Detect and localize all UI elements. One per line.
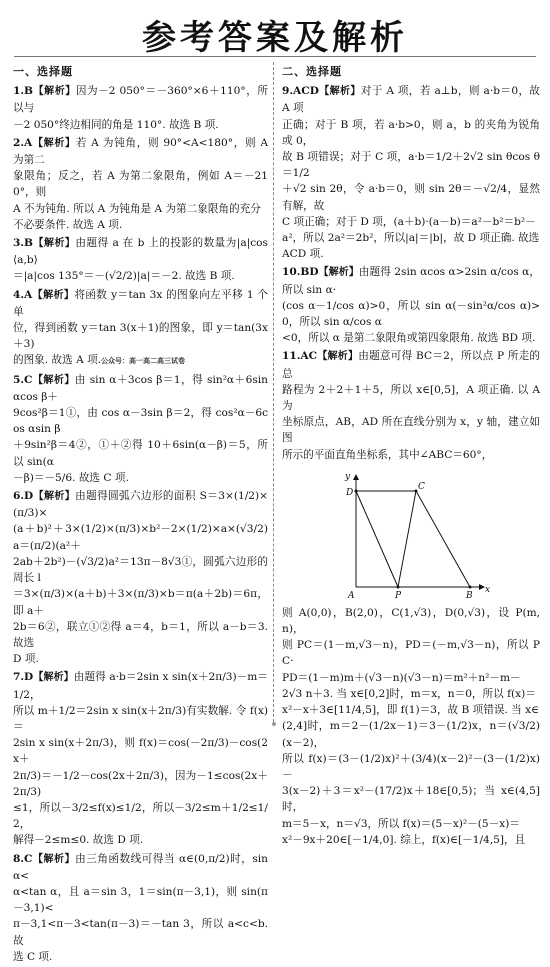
answer-number: 8.C: [13, 852, 33, 865]
answer-line: 若 A 为钝角，则 90°<A<180°，则 A 为第二: [13, 136, 269, 167]
answer-line: 则 A(0,0)，B(2,0)，C(1,√3)，D(0,√3)，设 P(m,n)，: [282, 606, 540, 636]
answer-line: 故 B 项错误；对于 C 项，a·b＝1/2＋2√2 sin θcos θ＝1/2: [282, 151, 540, 180]
answer-item-6: [13, 488, 268, 667]
label-x: x: [485, 584, 491, 595]
answer-number: 2.A: [13, 136, 33, 149]
label-p: P: [395, 590, 402, 601]
answer-line: 由题得圆弧六边形的面积 S＝3×(1/2)×(π/3)×: [13, 490, 269, 520]
answer-item-2: [13, 135, 268, 233]
analysis-tag: 【解析】: [32, 289, 75, 301]
answer-line: 对于 A 项，若 a⊥b，则 a·b＝0，故 A 项: [282, 85, 541, 115]
answer-line: 9cos²β＝1①，由 cos α－3sin β＝2，得 cos²α－6cos αsin β: [13, 407, 268, 436]
answer-line: 的图象. 故选 A 项.: [13, 354, 102, 367]
analysis-tag: 【解析】: [318, 86, 361, 98]
answer-line: 2b＝6②，联立①②得 a＝4，b＝1，所以 a－b＝3. 故选: [13, 620, 268, 649]
answer-line: ACD 项.: [282, 248, 324, 261]
answer-line: α<tan α，且 a＝sin 3，1＝sin(π－3,1)，则 sin(π－3,1)<: [13, 885, 268, 915]
answer-line: x²－x＋3∈[11/4,5]，即 f(1)＝3，故 B 项错误. 当 x∈: [282, 704, 539, 717]
answer-line: 2ab＋2b²)－(√3/2)a²＝13π－8√3①，圆弧六边形的周长 l: [13, 555, 268, 585]
answer-item-7: [13, 669, 268, 848]
point-d: [355, 489, 358, 492]
answer-line: 象限角；反之，若 A 为第二象限角，例如 A＝－210°，则: [13, 170, 268, 199]
answer-line: 解得－2≤m≤0. 故选 D 项.: [13, 834, 144, 847]
analysis-tag: 【解析】: [33, 86, 76, 98]
answer-item-3: [13, 235, 268, 285]
answer-line: ＋9sin²β＝4②，①＋②得 10＋6sin(α－β)＝5，所以 sin(α: [13, 439, 268, 468]
analysis-tag: 【解析】: [32, 137, 76, 149]
answer-line: －2 050°终边相同的角是 110°. 故选 B 项.: [13, 118, 219, 131]
label-y: y: [345, 471, 351, 482]
answer-item-11-continued: [282, 605, 540, 848]
answer-line: －β)＝－5/6. 故选 C 项.: [13, 471, 129, 484]
left-column: [13, 64, 268, 967]
answer-line: 不必要条件. 故选 A 项.: [13, 218, 123, 231]
answer-number: 11.AC: [282, 350, 318, 363]
answer-number: 9.ACD: [282, 85, 319, 98]
page-title: 参考答案及解析: [142, 18, 408, 58]
section-heading: 二、选择题: [282, 65, 342, 78]
analysis-tag: 【解析】: [318, 267, 359, 279]
analysis-tag: 【解析】: [32, 853, 76, 865]
answer-line: 将函数 y＝tan 3x 的图象向左平移 1 个单: [13, 288, 269, 318]
label-b: B: [466, 590, 473, 601]
answer-line: 由题得 a 在 b 上的投影的数量为|a|cos⟨a,b⟩: [13, 237, 268, 267]
answer-line: m＝5－x，n＝√3，所以 f(x)＝(5－x)²－(5－x)＝: [282, 817, 520, 830]
answer-number: 3.B: [13, 237, 34, 250]
answer-item-11: [282, 348, 540, 462]
segment-cb: [416, 491, 470, 587]
answer-line: ≤1，所以－3/2≤f(x)≤1/2，所以－3/2≤m＋1/2≤1/2，: [13, 801, 268, 831]
answer-line: 由三角函数线可得当 α∈(0,π/2)时，sin α<: [13, 852, 269, 882]
answer-item-1: [13, 83, 268, 133]
answer-line: π－3,1<π－3<tan(π－3)＝－tan 3，所以 a<c<b. 故: [13, 918, 268, 947]
answer-item-10: [282, 264, 540, 346]
answer-line: (2,4]时，m＝2－(1/2x－1)＝3－(1/2)x，n＝(√3/2)(x－2)，: [282, 720, 540, 749]
answer-line: 2√3 n＋3. 当 x∈[0,2]时，m＝x，n＝0，所以 f(x)＝: [282, 687, 536, 700]
answer-line: 由题得 2sin αcos α>2sin α/cos α，所以 sin α·: [282, 266, 540, 296]
answer-line: 所示的平面直角坐标系，其中∠ABC＝60°，: [282, 448, 493, 461]
answer-number: 7.D: [13, 671, 34, 684]
answer-line: a²，所以 2a²＝2b²，所以|a|＝|b|，故 D 项正确. 故选: [282, 232, 540, 245]
answer-line: 由 sin α＋3cos β＝1，得 sin²α＋6sin αcos β＋: [13, 373, 269, 403]
answer-line: 所以 m＋1/2＝2sin x sin(x＋2π/3)有实数解. 令 f(x)＝: [13, 704, 268, 733]
analysis-tag: 【解析】: [33, 491, 76, 503]
page-marker: [272, 722, 276, 726]
label-c: C: [418, 481, 425, 492]
answer-line: 选 C 项.: [13, 950, 53, 963]
segment-pc: [398, 491, 416, 587]
answer-line: 路程为 2＋2＋1＋5，所以 x∈[0,5]，A 项正确. 以 A 为: [282, 383, 540, 413]
answer-number: 10.BD: [282, 266, 319, 279]
analysis-tag: 【解析】: [317, 351, 359, 363]
answer-number: 1.B: [13, 85, 34, 98]
segment-dp: [356, 491, 398, 587]
answer-line: 所以 f(x)＝(3－(1/2)x)²＋(3/4)(x－2)²－(3－(1/2)x)－: [282, 752, 540, 781]
answer-item-9: [282, 83, 540, 262]
section-heading: 一、选择题: [13, 65, 73, 78]
analysis-tag: 【解析】: [33, 672, 74, 684]
title-rule: [14, 56, 536, 57]
answer-number: 4.A: [13, 288, 33, 301]
answer-line: 正确；对于 B 项，若 a·b>0，则 a，b 的夹角为锐角或 0，: [282, 118, 540, 147]
answer-line: (cos α－1/cos α)>0，所以 sin α(－sin²α/cos α)>0，所以 sin α/cos α: [282, 299, 540, 329]
answer-line: 由题得 a·b＝2sin x sin(x＋2π/3)－m＝1/2，: [13, 671, 269, 701]
coordinate-figure: [344, 469, 494, 599]
answer-line: 由题意可得 BC＝2，所以点 P 所走的总: [282, 350, 541, 380]
label-d: D: [346, 487, 354, 498]
answer-line: 2sin x sin(x＋2π/3)，则 f(x)＝cos(－2π/3)－cos(2x＋: [13, 737, 268, 766]
column-divider: [273, 62, 274, 722]
answer-line: (a＋b)²＋3×(1/2)×(π/3)×b²－2×(1/2)×a×(√3/2)a＝(π/2)(a²＋: [13, 523, 268, 552]
answer-line: 3(x－2)＋3＝x²－(17/2)x＋18∈[0,5)；当 x∈(4,5]时，: [282, 785, 540, 814]
answer-line: x²－9x＋20∈[－1/4,0]. 综上，f(x)∈[－1/4,5]，且: [282, 833, 526, 846]
answer-item-8: [13, 851, 268, 965]
answer-line: A 不为钝角. 所以 A 为钝角是 A 为第二象限角的充分: [13, 202, 261, 215]
answer-number: 6.D: [13, 490, 34, 503]
answer-line: PD＝(1－m)m＋(√3－n)(√3－n)＝m²＋n²－m－: [282, 671, 521, 684]
answer-line: D 项.: [13, 653, 39, 666]
analysis-tag: 【解析】: [32, 374, 75, 386]
answer-item-5: [13, 372, 268, 486]
answer-line: ＋√2 sin 2θ，令 a·b＝0，则 sin 2θ＝－√2/4，显然有解，故: [282, 183, 540, 212]
analysis-tag: 【解析】: [33, 238, 76, 250]
right-column: [282, 64, 540, 850]
answer-line: ＝|a|cos 135°＝－(√2/2)|a|＝－2. 故选 B 项.: [13, 270, 235, 283]
answer-line: 则 PC＝(1－m,√3－n)，PD＝(－m,√3－n)，所以 PC·: [282, 639, 540, 668]
answer-item-4: [13, 287, 268, 370]
answer-line: 因为－2 050°＝－360°×6＋110°，所以与: [13, 85, 268, 115]
answer-number: 5.C: [13, 373, 33, 386]
answer-line: <0，所以 α 是第二象限角或第四象限角. 故选 BD 项.: [282, 332, 536, 345]
answer-line: 2π/3)＝－1/2－cos(2x＋2π/3)，因为－1≤cos(2x＋2π/3): [13, 769, 268, 798]
answer-line: 坐标原点，AB，AD 所在直线分别为 x，y 轴，建立如图: [282, 416, 540, 445]
answer-line: 位，得到函数 y＝tan 3(x＋1)的图象，即 y＝tan(3x＋3): [13, 322, 268, 351]
answer-line: C 项正确；对于 D 项，(a＋b)·(a－b)＝a²－b²＝b²－: [282, 215, 536, 228]
label-a: A: [348, 590, 355, 601]
answer-line: ＝3×(π/3)×(a＋b)＋3×(π/3)×b＝π(a＋2b)＝6π，即 a＋: [13, 588, 268, 617]
watermark-text: 公众号：高一高二高三试卷: [101, 357, 186, 366]
